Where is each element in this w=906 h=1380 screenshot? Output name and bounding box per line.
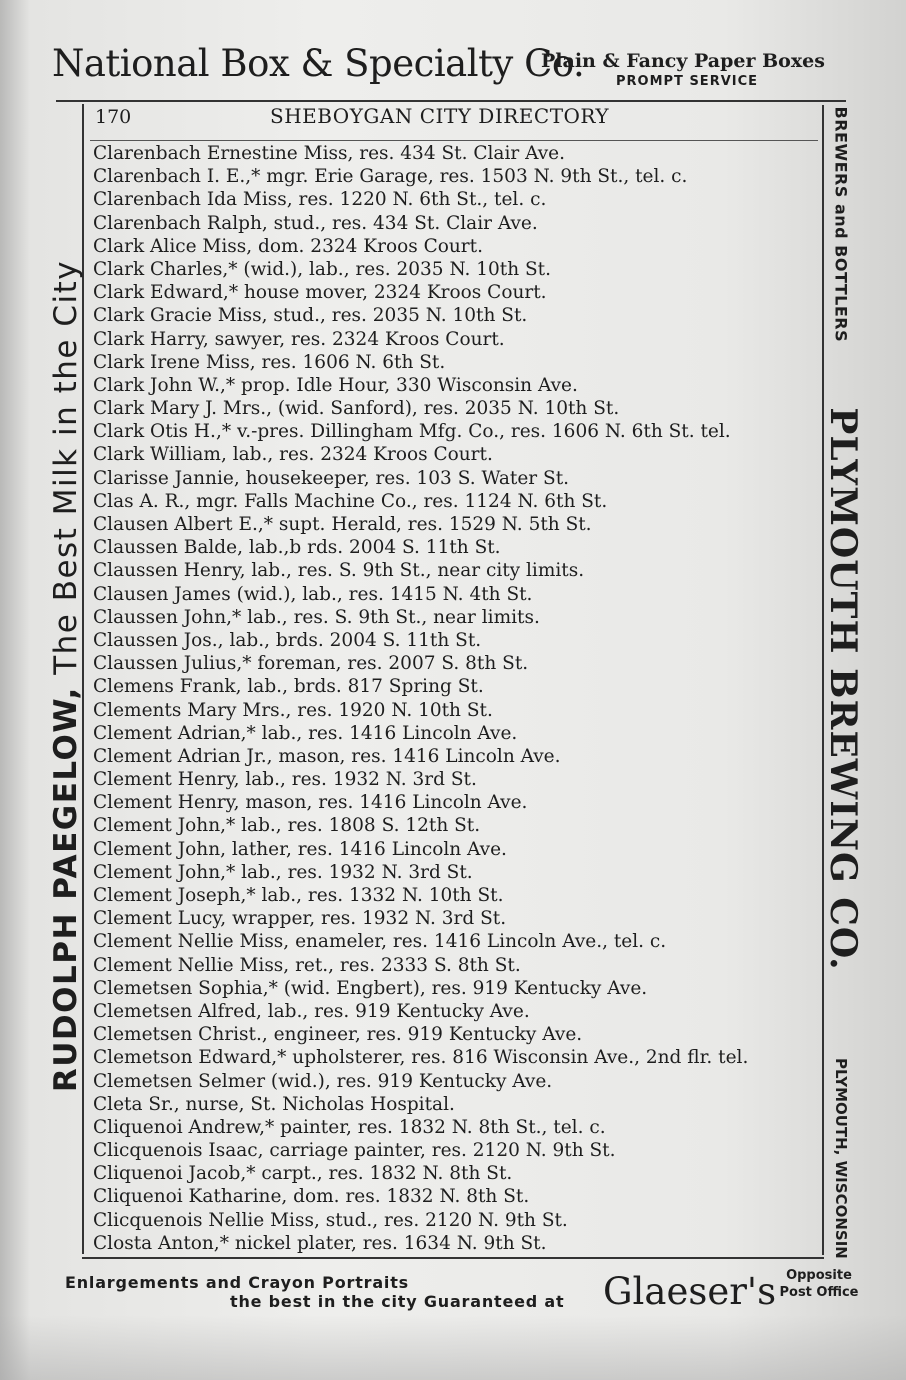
directory-entry: Claussen Julius,* foreman, res. 2007 S. 8th St. — [93, 653, 529, 675]
directory-entry: Clark Irene Miss, res. 1606 N. 6th St. — [93, 351, 446, 373]
directory-entry: Claussen Henry, lab., res. S. 9th St., near city limits. — [93, 560, 585, 582]
directory-entry: Clarenbach Ida Miss, res. 1220 N. 6th St., tel. c. — [93, 189, 547, 211]
directory-entry: Clark William, lab., res. 2324 Kroos Court. — [93, 444, 493, 466]
side-advert-brewers-text: BREWERS and BOTTLERS — [831, 106, 851, 343]
top-advert-company: National Box & Specialty Co. — [52, 42, 585, 85]
directory-entry: Clement Henry, mason, res. 1416 Lincoln Ave. — [93, 792, 528, 814]
directory-entry: Clemetsen Selmer (wid.), res. 919 Kentucky Ave. — [93, 1070, 553, 1092]
directory-entry: Claussen Balde, lab.,b rds. 2004 S. 11th St. — [93, 537, 501, 559]
directory-entry: Clark Charles,* (wid.), lab., res. 2035 N. 10th St. — [93, 258, 551, 280]
directory-entry: Clement Nellie Miss, enameler, res. 1416 Lincoln Ave., tel. c. — [93, 931, 667, 953]
page-shadow-left — [0, 0, 30, 1380]
bottom-advert-location-line2: Post Office — [779, 1285, 859, 1300]
directory-entry: Clemetsen Sophia,* (wid. Engbert), res. 919 Kentucky Ave. — [93, 977, 648, 999]
top-advert-boxes-line2: PROMPT SERVICE — [616, 74, 759, 89]
directory-entry: Clemens Frank, lab., brds. 817 Spring St. — [93, 676, 484, 698]
rule-top — [56, 100, 846, 102]
side-advert-brewing-co-text: PLYMOUTH BREWING CO. — [822, 407, 864, 971]
directory-entry: Clark Harry, sawyer, res. 2324 Kroos Court. — [93, 328, 505, 350]
directory-entry: Clement Lucy, wrapper, res. 1932 N. 3rd St. — [93, 908, 507, 930]
directory-entry: Clemetson Edward,* upholsterer, res. 816 Wisconsin Ave., 2nd flr. tel. — [93, 1047, 749, 1069]
directory-entry: Clarisse Jannie, housekeeper, res. 103 S. Water St. — [93, 467, 570, 489]
directory-entry: Clarenbach Ernestine Miss, res. 434 St. Clair Ave. — [93, 143, 565, 164]
directory-entry: Clark Alice Miss, dom. 2324 Kroos Court. — [93, 235, 483, 257]
directory-entry: Claussen Jos., lab., brds. 2004 S. 11th St. — [93, 629, 482, 651]
directory-entry: Cliquenoi Andrew,* painter, res. 1832 N. 8th St., tel. c. — [93, 1116, 606, 1138]
directory-entry: Clark John W.,* prop. Idle Hour, 330 Wisconsin Ave. — [93, 374, 578, 396]
running-head: SHEBOYGAN CITY DIRECTORY — [270, 104, 610, 128]
rule-under-header — [90, 140, 818, 141]
bottom-advert-brand: Glaeser's — [603, 1270, 777, 1313]
rule-bottom — [82, 1257, 824, 1259]
directory-entry: Claussen John,* lab., res. S. 9th St., near limits. — [93, 606, 540, 628]
directory-entry: Clark Otis H.,* v.-pres. Dillingham Mfg. Co., res. 1606 N. 6th St. tel. — [93, 421, 731, 443]
directory-entry: Clement John,* lab., res. 1808 S. 12th St. — [93, 815, 481, 837]
directory-entry: Clement John,* lab., res. 1932 N. 3rd St. — [93, 861, 473, 883]
directory-entry: Clas A. R., mgr. Falls Machine Co., res. 1124 N. 6th St. — [93, 490, 608, 512]
directory-entry: Clement Joseph,* lab., res. 1332 N. 10th St. — [93, 885, 504, 906]
directory-entry: Clement Henry, lab., res. 1932 N. 3rd St. — [93, 769, 477, 791]
bottom-advert-line2: the best in the city Guaranteed at — [230, 1292, 565, 1311]
side-advert-milk-slogan: The Best Milk in the City — [48, 259, 84, 675]
directory-entry: Closta Anton,* nickel plater, res. 1634 N. 9th St. — [93, 1232, 547, 1254]
top-advert-boxes-line1: Plain & Fancy Paper Boxes — [541, 50, 825, 72]
page-shadow-bottom — [0, 1315, 906, 1380]
directory-entry: Clements Mary Mrs., res. 1920 N. 10th St. — [93, 699, 493, 721]
side-advert-place-text: PLYMOUTH, WISCONSIN — [832, 1058, 850, 1259]
directory-entry: Clement Adrian Jr., mason, res. 1416 Lincoln Ave. — [93, 745, 561, 767]
directory-entry: Clarenbach Ralph, stud., res. 434 St. Clair Ave. — [93, 212, 538, 234]
directory-entry: Cliquenoi Katharine, dom. res. 1832 N. 8th St. — [93, 1186, 530, 1208]
bottom-advert-location — [774, 1267, 864, 1301]
directory-entry: Clemetsen Alfred, lab., res. 919 Kentucky Ave. — [93, 1000, 530, 1022]
directory-entry: Clement Nellie Miss, ret., res. 2333 S. 8th St. — [93, 954, 521, 976]
side-advert-milk-name: RUDOLPH PAEGELOW, — [48, 686, 84, 1093]
directory-entry: Clark Gracie Miss, stud., res. 2035 N. 10th St. — [93, 305, 528, 327]
directory-entry: Clement Adrian,* lab., res. 1416 Lincoln Ave. — [93, 722, 518, 744]
directory-entry: Clicquenois Nellie Miss, stud., res. 2120 N. 9th St. — [93, 1209, 568, 1231]
directory-entry: Cleta Sr., nurse, St. Nicholas Hospital. — [93, 1093, 455, 1115]
bottom-advert-location-line1: Opposite — [786, 1268, 852, 1283]
directory-entry: Cliquenoi Jacob,* carpt., res. 1832 N. 8th St. — [93, 1163, 513, 1185]
directory-entries — [93, 142, 823, 1255]
top-advert-boxes — [541, 50, 851, 94]
directory-entry: Clarenbach I. E.,* mgr. Erie Garage, res. 1503 N. 9th St., tel. c. — [93, 166, 688, 188]
directory-entry: Clark Edward,* house mover, 2324 Kroos Court. — [93, 282, 547, 304]
page-number: 170 — [95, 106, 132, 128]
directory-entry: Clausen James (wid.), lab., res. 1415 N. 4th St. — [93, 583, 533, 605]
bottom-advert-line1: Enlargements and Crayon Portraits — [65, 1273, 409, 1292]
directory-entry: Clemetsen Christ., engineer, res. 919 Kentucky Ave. — [93, 1024, 583, 1046]
directory-entry: Clark Mary J. Mrs., (wid. Sanford), res. 2035 N. 10th St. — [93, 398, 620, 420]
directory-entry: Clausen Albert E.,* supt. Herald, res. 1529 N. 5th St. — [93, 514, 592, 535]
directory-entry: Clicquenois Isaac, carriage painter, res. 2120 N. 9th St. — [93, 1140, 616, 1162]
directory-entry: Clement John, lather, res. 1416 Lincoln Ave. — [93, 838, 507, 860]
